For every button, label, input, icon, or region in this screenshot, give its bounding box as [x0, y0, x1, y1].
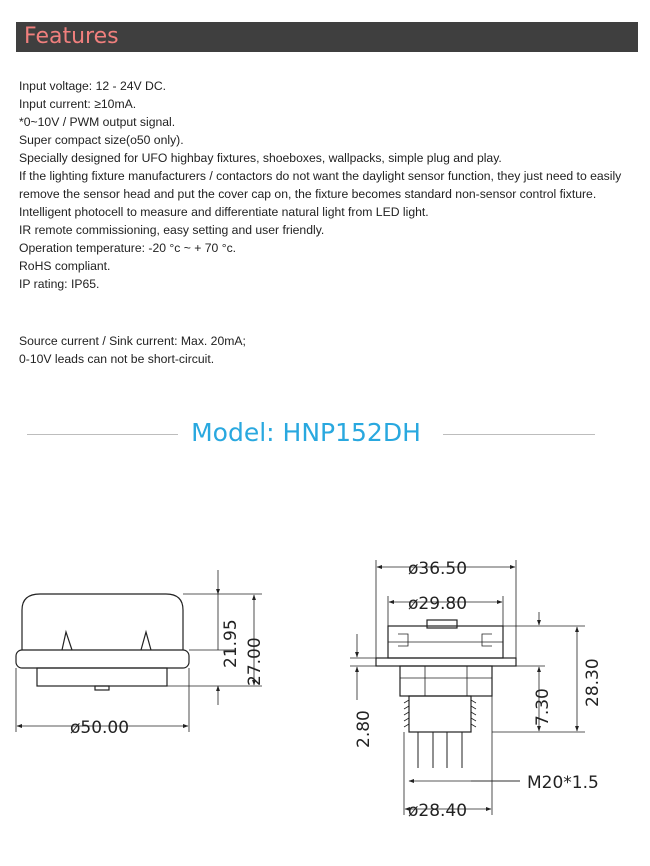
note-item: Source current / Sink current: Max. 20mA; — [19, 334, 246, 348]
dimension-label: 27.00 — [245, 637, 265, 686]
sensor-base — [37, 668, 167, 686]
dome-tab — [62, 632, 72, 650]
lead-wires — [418, 732, 462, 768]
sensor-dome — [22, 594, 183, 650]
feature-item: Input current: ≥10mA. — [19, 97, 137, 111]
dimension-label: 28.30 — [583, 658, 603, 707]
dimension-label: ø28.40 — [408, 801, 468, 821]
feature-item: Specially designed for UFO highbay fixtures, shoeboxes, wallpacks, simple plug and play. — [19, 151, 502, 165]
feature-item: Intelligent photocell to measure and differentiate natural light from LED light. — [19, 205, 429, 219]
feature-item: Input voltage: 12 - 24V DC. — [19, 79, 167, 93]
dimension-label: ø29.80 — [408, 594, 468, 614]
dimension-label: ø36.50 — [408, 559, 468, 579]
dimension-label: ø50.00 — [70, 718, 130, 738]
dimension-label: 7.30 — [533, 688, 553, 726]
feature-item: IR remote commissioning, easy setting and user friendly. — [19, 223, 325, 237]
hex-nut — [400, 666, 492, 696]
feature-item: Super compact size(ο50 only). — [19, 133, 184, 147]
sensor-flange — [16, 650, 189, 668]
model-title: Model: HNP152DH — [191, 418, 421, 447]
sensor-pin — [95, 686, 109, 690]
threaded-stem — [409, 696, 471, 732]
feature-item: Operation temperature: -20 °c ~ + 70 °c. — [19, 241, 237, 255]
mount-flange — [376, 658, 516, 666]
dome-tab — [141, 632, 151, 650]
dimension-label: 21.95 — [221, 619, 241, 668]
dimension-label: M20*1.5 — [527, 773, 599, 793]
features-heading: Features — [24, 24, 119, 49]
feature-item: If the lighting fixture manufacturers / contactors do not want the daylight sensor function, they just need to easily remove the sensor head and put the cover cap on, the fixture becomes standard non-sensor control fixture. — [19, 169, 622, 201]
feature-item: IP rating: IP65. — [19, 277, 100, 291]
feature-item: *0~10V / PWM output signal. — [19, 115, 176, 129]
dimension-label: 2.80 — [354, 710, 374, 748]
feature-item: RoHS compliant. — [19, 259, 111, 273]
note-item: 0-10V leads can not be short-circuit. — [19, 352, 215, 366]
